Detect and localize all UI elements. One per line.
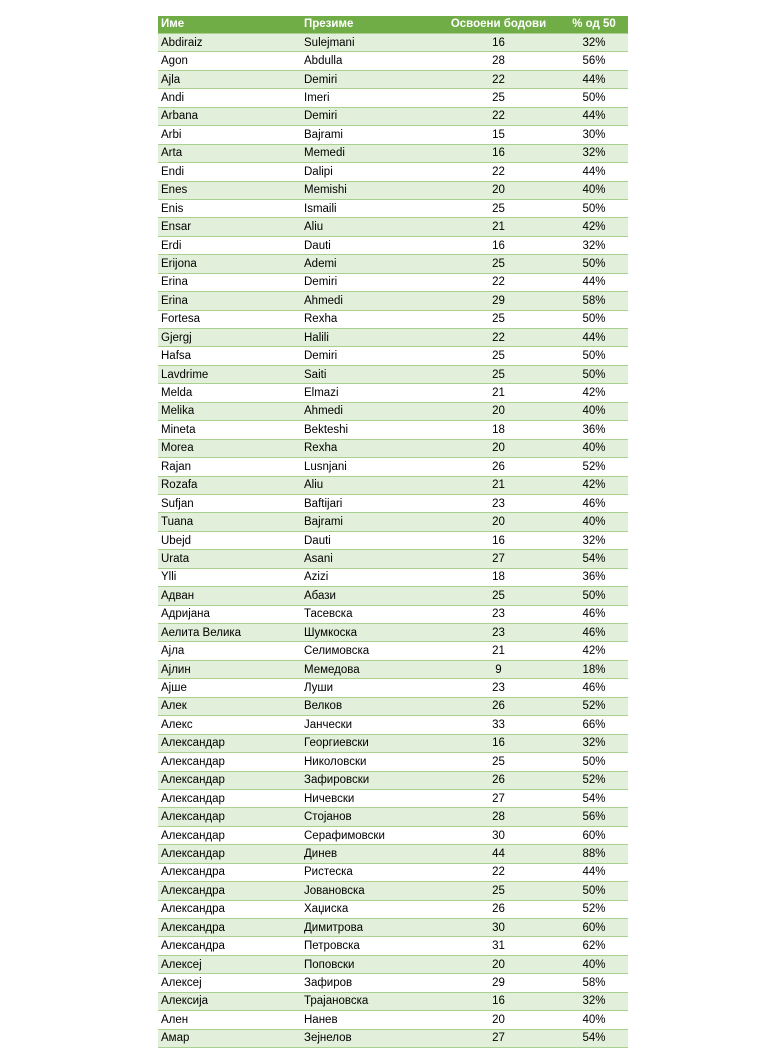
cell-points: 22 <box>437 70 560 88</box>
cell-first-name: Александар <box>158 845 301 863</box>
cell-first-name: Erdi <box>158 236 301 254</box>
cell-points: 21 <box>437 384 560 402</box>
cell-percent: 50% <box>560 347 628 365</box>
cell-last-name: Abdulla <box>301 52 437 70</box>
cell-points: 20 <box>437 955 560 973</box>
cell-first-name: Александар <box>158 734 301 752</box>
cell-last-name: Baftijari <box>301 494 437 512</box>
cell-percent: 58% <box>560 974 628 992</box>
cell-percent: 44% <box>560 70 628 88</box>
cell-points: 27 <box>437 550 560 568</box>
cell-percent: 36% <box>560 421 628 439</box>
cell-last-name: Asani <box>301 550 437 568</box>
table-row <box>158 89 628 107</box>
header-last-name: Презиме <box>301 16 437 34</box>
cell-points: 21 <box>437 218 560 236</box>
cell-first-name: Tuana <box>158 513 301 531</box>
cell-percent: 46% <box>560 494 628 512</box>
cell-percent: 40% <box>560 513 628 531</box>
cell-points: 26 <box>437 697 560 715</box>
cell-last-name: Ристеска <box>301 863 437 881</box>
cell-percent: 44% <box>560 273 628 291</box>
table-row <box>158 550 628 568</box>
cell-percent: 40% <box>560 1011 628 1029</box>
cell-percent: 42% <box>560 218 628 236</box>
cell-first-name: Алекс <box>158 716 301 734</box>
cell-last-name: Lusnjani <box>301 458 437 476</box>
cell-percent: 46% <box>560 624 628 642</box>
cell-last-name: Луши <box>301 679 437 697</box>
cell-percent: 40% <box>560 181 628 199</box>
table-row <box>158 255 628 273</box>
cell-last-name: Aliu <box>301 476 437 494</box>
cell-points: 22 <box>437 863 560 881</box>
cell-percent: 56% <box>560 808 628 826</box>
cell-points: 15 <box>437 126 560 144</box>
cell-first-name: Erina <box>158 273 301 291</box>
cell-points: 21 <box>437 476 560 494</box>
cell-last-name: Ничевски <box>301 789 437 807</box>
cell-first-name: Endi <box>158 163 301 181</box>
cell-percent: 66% <box>560 716 628 734</box>
table-row <box>158 52 628 70</box>
table-row <box>158 660 628 678</box>
cell-last-name: Ahmedi <box>301 292 437 310</box>
cell-first-name: Erijona <box>158 255 301 273</box>
cell-percent: 50% <box>560 882 628 900</box>
cell-points: 25 <box>437 199 560 217</box>
cell-first-name: Александра <box>158 882 301 900</box>
header-first-name: Име <box>158 16 301 34</box>
cell-first-name: Agon <box>158 52 301 70</box>
cell-last-name: Стојанов <box>301 808 437 826</box>
table-row <box>158 329 628 347</box>
cell-first-name: Andi <box>158 89 301 107</box>
cell-percent: 30% <box>560 126 628 144</box>
cell-last-name: Димитрова <box>301 919 437 937</box>
cell-points: 22 <box>437 163 560 181</box>
cell-last-name: Абази <box>301 587 437 605</box>
cell-percent: 52% <box>560 458 628 476</box>
cell-percent: 54% <box>560 1029 628 1047</box>
cell-points: 21 <box>437 642 560 660</box>
cell-points: 28 <box>437 52 560 70</box>
cell-points: 27 <box>437 1029 560 1047</box>
cell-points: 22 <box>437 107 560 125</box>
cell-last-name: Ismaili <box>301 199 437 217</box>
results-sheet <box>158 16 628 1048</box>
table-row <box>158 494 628 512</box>
table-row <box>158 771 628 789</box>
cell-percent: 46% <box>560 679 628 697</box>
cell-points: 28 <box>437 808 560 826</box>
cell-last-name: Петровска <box>301 937 437 955</box>
table-row <box>158 845 628 863</box>
cell-last-name: Azizi <box>301 568 437 586</box>
cell-first-name: Амар <box>158 1029 301 1047</box>
cell-percent: 58% <box>560 292 628 310</box>
cell-points: 16 <box>437 734 560 752</box>
cell-percent: 32% <box>560 531 628 549</box>
table-row <box>158 624 628 642</box>
cell-percent: 32% <box>560 236 628 254</box>
cell-points: 16 <box>437 236 560 254</box>
cell-percent: 46% <box>560 605 628 623</box>
cell-last-name: Memishi <box>301 181 437 199</box>
cell-points: 33 <box>437 716 560 734</box>
cell-percent: 50% <box>560 365 628 383</box>
cell-first-name: Ајла <box>158 642 301 660</box>
cell-first-name: Lavdrime <box>158 365 301 383</box>
cell-first-name: Александра <box>158 863 301 881</box>
cell-percent: 44% <box>560 107 628 125</box>
cell-last-name: Demiri <box>301 70 437 88</box>
cell-first-name: Александар <box>158 771 301 789</box>
table-row <box>158 568 628 586</box>
table-row <box>158 697 628 715</box>
cell-points: 31 <box>437 937 560 955</box>
cell-percent: 44% <box>560 163 628 181</box>
cell-points: 25 <box>437 365 560 383</box>
table-row <box>158 882 628 900</box>
cell-last-name: Halili <box>301 329 437 347</box>
cell-last-name: Николовски <box>301 753 437 771</box>
cell-points: 25 <box>437 753 560 771</box>
cell-percent: 54% <box>560 789 628 807</box>
table-row <box>158 753 628 771</box>
table-body <box>158 34 628 1048</box>
cell-percent: 32% <box>560 734 628 752</box>
cell-first-name: Morea <box>158 439 301 457</box>
cell-points: 25 <box>437 310 560 328</box>
table-row <box>158 826 628 844</box>
cell-last-name: Нанев <box>301 1011 437 1029</box>
cell-first-name: Hafsa <box>158 347 301 365</box>
cell-last-name: Bekteshi <box>301 421 437 439</box>
table-row <box>158 900 628 918</box>
cell-last-name: Поповски <box>301 955 437 973</box>
cell-last-name: Demiri <box>301 107 437 125</box>
cell-points: 25 <box>437 347 560 365</box>
cell-percent: 40% <box>560 955 628 973</box>
cell-first-name: Ubejd <box>158 531 301 549</box>
cell-points: 16 <box>437 34 560 52</box>
cell-percent: 50% <box>560 255 628 273</box>
cell-first-name: Адван <box>158 587 301 605</box>
table-row <box>158 402 628 420</box>
cell-first-name: Arta <box>158 144 301 162</box>
cell-first-name: Rajan <box>158 458 301 476</box>
cell-first-name: Melika <box>158 402 301 420</box>
cell-last-name: Dauti <box>301 236 437 254</box>
cell-percent: 44% <box>560 329 628 347</box>
cell-points: 20 <box>437 439 560 457</box>
table-row <box>158 587 628 605</box>
table-header-row <box>158 16 628 34</box>
cell-first-name: Urata <box>158 550 301 568</box>
table-row <box>158 181 628 199</box>
cell-points: 26 <box>437 771 560 789</box>
table-row <box>158 70 628 88</box>
cell-percent: 56% <box>560 52 628 70</box>
table-row <box>158 236 628 254</box>
cell-points: 18 <box>437 568 560 586</box>
cell-points: 22 <box>437 273 560 291</box>
cell-points: 16 <box>437 531 560 549</box>
cell-percent: 50% <box>560 89 628 107</box>
cell-last-name: Demiri <box>301 273 437 291</box>
cell-percent: 62% <box>560 937 628 955</box>
cell-last-name: Серафимовски <box>301 826 437 844</box>
cell-first-name: Fortesa <box>158 310 301 328</box>
table-row <box>158 789 628 807</box>
table-row <box>158 1011 628 1029</box>
table-row <box>158 310 628 328</box>
cell-first-name: Ajla <box>158 70 301 88</box>
table-row <box>158 974 628 992</box>
results-table <box>158 16 628 1048</box>
cell-first-name: Адријана <box>158 605 301 623</box>
cell-first-name: Ylli <box>158 568 301 586</box>
cell-points: 20 <box>437 181 560 199</box>
cell-points: 25 <box>437 89 560 107</box>
cell-percent: 52% <box>560 900 628 918</box>
cell-percent: 50% <box>560 587 628 605</box>
cell-points: 25 <box>437 255 560 273</box>
cell-first-name: Enis <box>158 199 301 217</box>
table-row <box>158 513 628 531</box>
cell-last-name: Memedi <box>301 144 437 162</box>
cell-percent: 42% <box>560 642 628 660</box>
table-row <box>158 808 628 826</box>
table-row <box>158 421 628 439</box>
cell-first-name: Александар <box>158 808 301 826</box>
table-row <box>158 273 628 291</box>
cell-first-name: Александар <box>158 753 301 771</box>
header-percent: % од 50 <box>560 16 628 34</box>
cell-percent: 36% <box>560 568 628 586</box>
cell-first-name: Ален <box>158 1011 301 1029</box>
header-points: Освоени бодови <box>437 16 560 34</box>
cell-percent: 88% <box>560 845 628 863</box>
cell-points: 20 <box>437 1011 560 1029</box>
cell-percent: 18% <box>560 660 628 678</box>
table-row <box>158 126 628 144</box>
cell-last-name: Dalipi <box>301 163 437 181</box>
cell-first-name: Sufjan <box>158 494 301 512</box>
table-row <box>158 642 628 660</box>
table-row <box>158 476 628 494</box>
table-row <box>158 955 628 973</box>
table-row <box>158 734 628 752</box>
table-row <box>158 919 628 937</box>
table-row <box>158 218 628 236</box>
cell-percent: 52% <box>560 697 628 715</box>
cell-first-name: Arbana <box>158 107 301 125</box>
cell-first-name: Erina <box>158 292 301 310</box>
cell-first-name: Ајлин <box>158 660 301 678</box>
cell-last-name: Шумкоска <box>301 624 437 642</box>
cell-first-name: Arbi <box>158 126 301 144</box>
cell-points: 23 <box>437 494 560 512</box>
cell-first-name: Алексеј <box>158 955 301 973</box>
cell-first-name: Александра <box>158 900 301 918</box>
cell-points: 23 <box>437 679 560 697</box>
cell-points: 25 <box>437 587 560 605</box>
cell-percent: 60% <box>560 826 628 844</box>
cell-first-name: Gjergj <box>158 329 301 347</box>
cell-points: 18 <box>437 421 560 439</box>
cell-points: 16 <box>437 992 560 1010</box>
cell-first-name: Abdiraiz <box>158 34 301 52</box>
cell-points: 44 <box>437 845 560 863</box>
cell-first-name: Enes <box>158 181 301 199</box>
cell-points: 23 <box>437 605 560 623</box>
cell-points: 29 <box>437 292 560 310</box>
cell-points: 23 <box>437 624 560 642</box>
cell-points: 20 <box>437 402 560 420</box>
cell-first-name: Алексеј <box>158 974 301 992</box>
table-row <box>158 365 628 383</box>
table-row <box>158 34 628 52</box>
cell-last-name: Тасевска <box>301 605 437 623</box>
cell-last-name: Мемедова <box>301 660 437 678</box>
cell-points: 26 <box>437 458 560 476</box>
cell-last-name: Ahmedi <box>301 402 437 420</box>
cell-last-name: Хаџиска <box>301 900 437 918</box>
cell-last-name: Јанчески <box>301 716 437 734</box>
cell-last-name: Зафировски <box>301 771 437 789</box>
cell-first-name: Melda <box>158 384 301 402</box>
table-row <box>158 107 628 125</box>
cell-percent: 42% <box>560 476 628 494</box>
table-row <box>158 605 628 623</box>
cell-points: 16 <box>437 144 560 162</box>
cell-first-name: Александра <box>158 919 301 937</box>
cell-last-name: Велков <box>301 697 437 715</box>
cell-last-name: Elmazi <box>301 384 437 402</box>
cell-first-name: Ајше <box>158 679 301 697</box>
table-row <box>158 292 628 310</box>
cell-last-name: Селимовска <box>301 642 437 660</box>
cell-last-name: Динев <box>301 845 437 863</box>
cell-percent: 32% <box>560 144 628 162</box>
cell-percent: 50% <box>560 753 628 771</box>
cell-percent: 32% <box>560 34 628 52</box>
cell-last-name: Зафиров <box>301 974 437 992</box>
cell-percent: 60% <box>560 919 628 937</box>
cell-first-name: Александар <box>158 789 301 807</box>
cell-last-name: Imeri <box>301 89 437 107</box>
cell-last-name: Bajrami <box>301 126 437 144</box>
cell-first-name: Mineta <box>158 421 301 439</box>
cell-percent: 50% <box>560 310 628 328</box>
table-row <box>158 863 628 881</box>
cell-percent: 40% <box>560 402 628 420</box>
cell-last-name: Saiti <box>301 365 437 383</box>
cell-last-name: Rexha <box>301 439 437 457</box>
cell-percent: 32% <box>560 992 628 1010</box>
table-row <box>158 384 628 402</box>
table-row <box>158 992 628 1010</box>
cell-first-name: Ensar <box>158 218 301 236</box>
table-row <box>158 163 628 181</box>
cell-last-name: Ademi <box>301 255 437 273</box>
cell-points: 26 <box>437 900 560 918</box>
cell-first-name: Rozafa <box>158 476 301 494</box>
cell-points: 27 <box>437 789 560 807</box>
cell-first-name: Алек <box>158 697 301 715</box>
cell-percent: 44% <box>560 863 628 881</box>
table-row <box>158 531 628 549</box>
cell-points: 30 <box>437 919 560 937</box>
cell-last-name: Sulejmani <box>301 34 437 52</box>
cell-first-name: Александра <box>158 937 301 955</box>
table-row <box>158 937 628 955</box>
cell-first-name: Александар <box>158 826 301 844</box>
cell-points: 30 <box>437 826 560 844</box>
cell-percent: 42% <box>560 384 628 402</box>
cell-first-name: Аелита Велика <box>158 624 301 642</box>
cell-last-name: Demiri <box>301 347 437 365</box>
cell-points: 9 <box>437 660 560 678</box>
cell-last-name: Трајановска <box>301 992 437 1010</box>
cell-last-name: Dauti <box>301 531 437 549</box>
table-row <box>158 439 628 457</box>
table-row <box>158 1029 628 1047</box>
cell-percent: 54% <box>560 550 628 568</box>
table-row <box>158 347 628 365</box>
table-row <box>158 144 628 162</box>
cell-last-name: Јовановска <box>301 882 437 900</box>
cell-last-name: Rexha <box>301 310 437 328</box>
cell-points: 20 <box>437 513 560 531</box>
cell-percent: 52% <box>560 771 628 789</box>
cell-percent: 40% <box>560 439 628 457</box>
cell-last-name: Bajrami <box>301 513 437 531</box>
cell-last-name: Зејнелов <box>301 1029 437 1047</box>
table-row <box>158 199 628 217</box>
table-row <box>158 716 628 734</box>
cell-percent: 50% <box>560 199 628 217</box>
cell-last-name: Aliu <box>301 218 437 236</box>
cell-points: 22 <box>437 329 560 347</box>
cell-points: 25 <box>437 882 560 900</box>
table-row <box>158 679 628 697</box>
table-row <box>158 458 628 476</box>
cell-first-name: Алексија <box>158 992 301 1010</box>
cell-points: 29 <box>437 974 560 992</box>
cell-last-name: Георгиевски <box>301 734 437 752</box>
